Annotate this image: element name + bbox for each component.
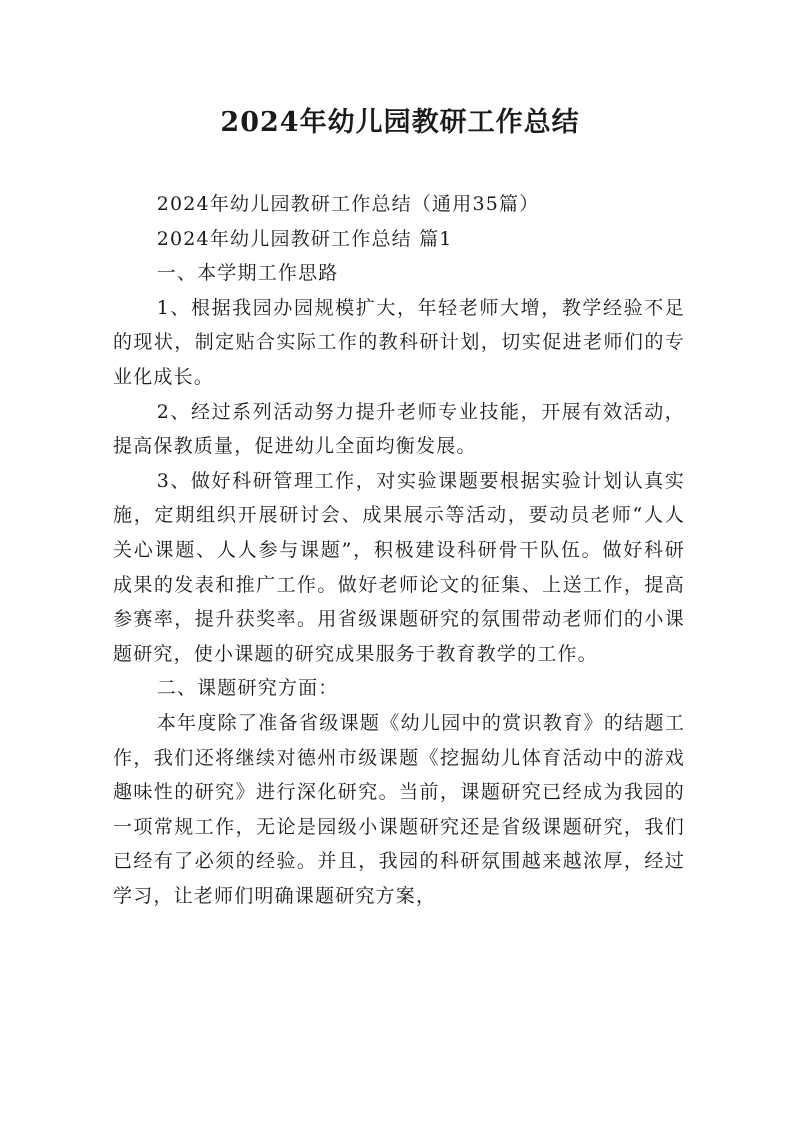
document-body xyxy=(113,187,685,913)
paragraph-item-1: 1、根据我园办园规模扩大，年轻老师大增，教学经验不足的现状，制定贴合实际工作的教科研计划，切实促进老师们的专业化成长。 xyxy=(113,296,685,388)
section-heading-work-ideas: 一、本学期工作思路 xyxy=(156,262,339,285)
document-title: 2024年幼儿园教研工作总结 xyxy=(220,107,580,138)
paragraph-part-heading: 2024年幼儿园教研工作总结 篇1 xyxy=(156,227,453,250)
section-heading-research: 二、课题研究方面： xyxy=(156,677,339,700)
paragraph-subtitle: 2024年幼儿园教研工作总结（通用35篇） xyxy=(156,193,540,215)
paragraph-item-3: 3、做好科研管理工作，对实验课题要根据实验计划认真实施，定期组织开展研讨会、成果展示等活动，要动员老师“人人关心课题、人人参与课题”，积极建设科研骨干队伍。做好科研成果的发表和推广工作。做好老师论文的征集、上送工作，提高参赛率，提升获奖率。用省级课题研究的氛围带动老师们的小课题研究，使小课题的研究成果服务于教育教学的工作。 xyxy=(113,469,685,665)
paragraph-research: 本年度除了准备省级课题《幼儿园中的赏识教育》的结题工作，我们还将继续对德州市级课题《挖掘幼儿体育活动中的游戏趣味性的研究》进行深化研究。当前，课题研究已经成为我园的一项常规工作，无论是园级小课题研究还是省级课题研究，我们已经有了必须的经验。并且，我园的科研氛围越来越浓厚，经过学习，让老师们明确课题研究方案， xyxy=(113,711,685,907)
paragraph-item-2: 2、经过系列活动努力提升老师专业技能，开展有效活动，提高保教质量，促进幼儿全面均衡发展。 xyxy=(113,400,685,458)
